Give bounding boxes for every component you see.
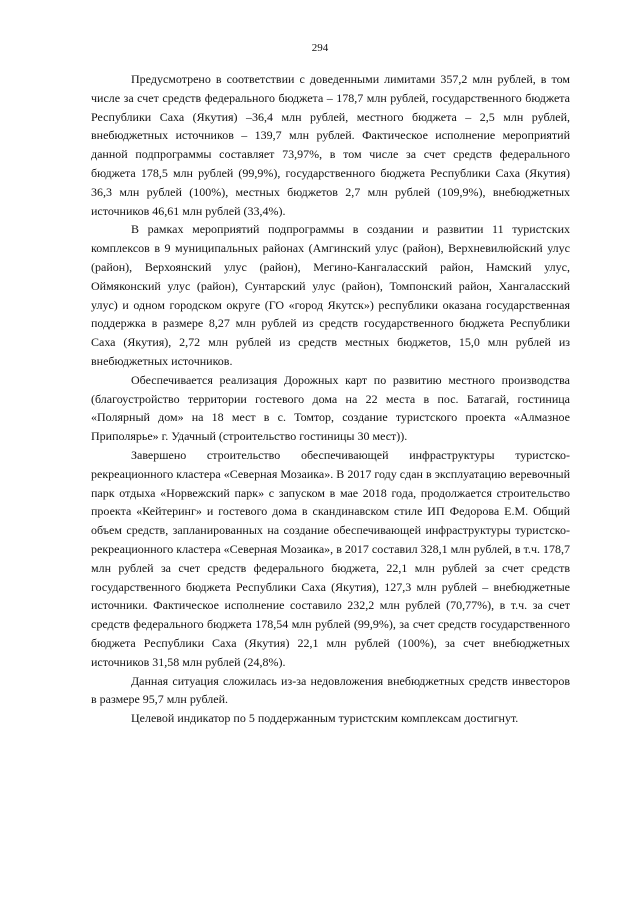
- paragraph-situation: Данная ситуация сложилась из-за недовложения внебюджетных средств инвесторов в размере 95,7 млн рублей.: [91, 673, 570, 707]
- paragraph-northern-mosaic: Завершено строительство обеспечивающей инфраструктуры туристско-рекреационного кластера «Северная Мозаика». В 2017 году сдан в эксплуатацию веревочный парк отдыха «Норвежский парк» с запуском в мае 2018 года, продолжается строительство проекта «Кейтеринг» и гостевого дома в скандинавском стиле ИП Федорова Е.М. Общий объем средств, запланированных на создание обеспечивающей инфраструктуры туристско-рекреационного кластера «Северная Мозаика», в 2017 составил 328,1 млн рублей, в т.ч. 178,7 млн рублей за счет средств федерального бюджета, 22,1 млн рублей за счет средств государственного бюджета Республики Саха (Якутия), 127,3 млн рублей – внебюджетные источники. Фактическое исполнение составило 232,2 млн рублей (70,77%), в т.ч. за счет средств федерального бюджета 178,54 млн рублей (99,9%), за счет средств государственного бюджета Республики Саха (Якутия) 22,1 млн рублей (100%), за счет внебюджетных источников 31,58 млн рублей (24,8%).: [91, 447, 570, 669]
- paragraph-tourist-complexes: В рамках мероприятий подпрограммы в создании и развитии 11 туристских комплексов в 9 муниципальных районах (Амгинский улус (район), Верхневилюйский улус (район), Верхоянский улус (район), Мегино-Кангаласский район, Намский улус, Оймяконский улус (район), Сунтарский улус (район), Томпонский район, Хангаласский улус) и одном городском округе (ГО «город Якутск») республики оказана государственная поддержка в размере 8,27 млн рублей из средств государственного бюджета Республики Саха (Якутия), 2,72 млн рублей из средств местных бюджетов, 15,0 млн рублей из внебюджетных источников.: [91, 222, 570, 368]
- paragraph-target-indicator: Целевой индикатор по 5 поддержанным туристским комплексам достигнут.: [131, 711, 519, 726]
- paragraph-road-maps: Обеспечивается реализация Дорожных карт по развитию местного производства (благоустройство территории гостевого дома на 22 места в пос. Батагай, гостиница «Полярный дом» на 18 мест в с. Томтор, создание туристского проекта «Алмазное Приполярье» г. Удачный (строительство гостиницы 30 мест)).: [91, 372, 570, 444]
- page-number: 294: [311, 42, 329, 54]
- document-body: [91, 70, 570, 728]
- paragraph-funding: Предусмотрено в соответствии с доведенными лимитами 357,2 млн рублей, в том числе за счет средств федерального бюджета – 178,7 млн рублей, государственного бюджета Республики Саха (Якутия) –36,4 млн рублей, местного бюджета – 2,5 млн рублей, внебюджетных источников – 139,7 млн рублей. Фактическое исполнение мероприятий данной подпрограммы составляет 73,97%, в том числе за счет средств федерального бюджета 178,5 млн рублей (99,9%), государственного бюджета Республики Саха (Якутия) 36,3 млн рублей (100%), местных бюджетов 2,7 млн рублей (109,9%), внебюджетных источников 46,61 млн рублей (33,4%).: [91, 72, 570, 218]
